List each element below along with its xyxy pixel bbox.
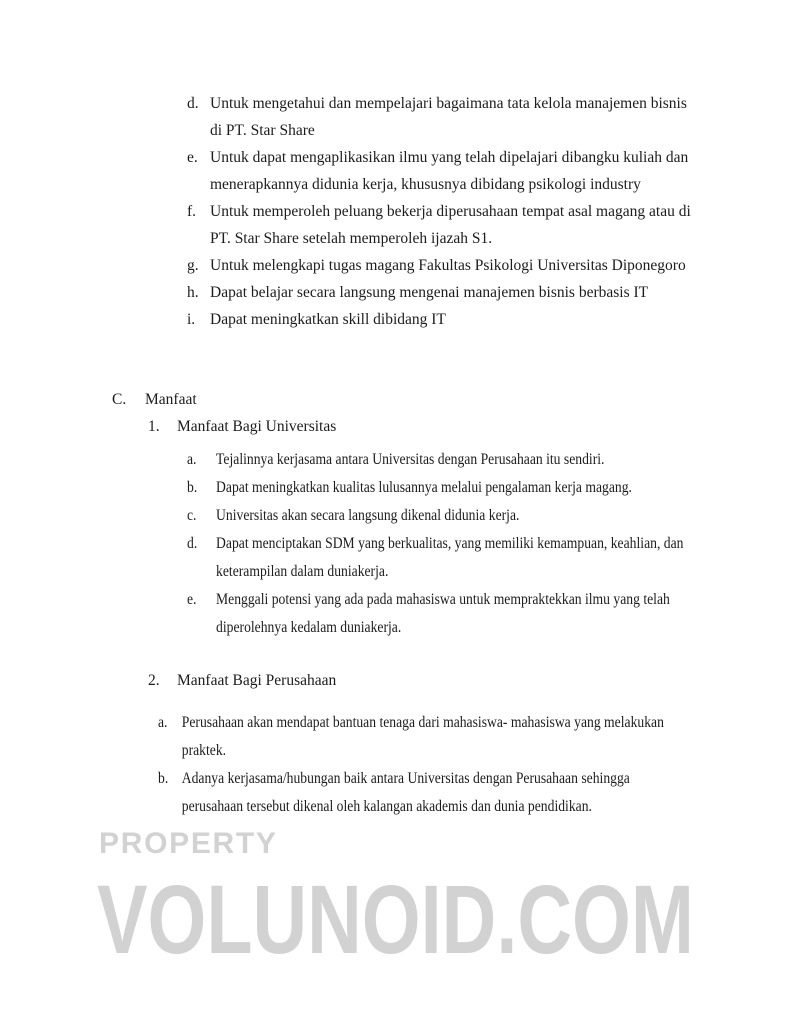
list-marker: h. bbox=[187, 284, 199, 301]
list-item bbox=[187, 252, 792, 279]
list-item-text: Adanya kerjasama/hubungan baik antara Universitas dengan Perusahaan sehingga perusahaan tersebut dikenal oleh kalangan akademis dan dunia pendidikan. bbox=[181, 770, 630, 815]
list-item-text: Perusahaan akan mendapat bantuan tenaga dari mahasiswa- mahasiswa yang melakukan praktek. bbox=[181, 714, 664, 759]
list-item bbox=[158, 709, 675, 765]
list-marker: e. bbox=[187, 149, 198, 166]
list-marker: b. bbox=[187, 479, 198, 496]
list-marker: a. bbox=[187, 451, 197, 468]
condensed-text-block bbox=[158, 709, 675, 821]
list-item bbox=[187, 198, 792, 252]
list-item-text: Untuk memperoleh peluang bekerja diperusahaan tempat asal magang atau di PT. Star Share setelah memperoleh ijazah S1. bbox=[210, 203, 691, 247]
list-item-text: Menggali potensi yang ada pada mahasiswa untuk mempraktekkan ilmu yang telah diperolehnya kedalam duniakerja. bbox=[216, 591, 670, 636]
list-item bbox=[187, 446, 709, 474]
list-item bbox=[187, 306, 792, 333]
objectives-list bbox=[0, 90, 792, 333]
list-marker: f. bbox=[187, 203, 197, 220]
list-item bbox=[187, 279, 792, 306]
watermark-property: PROPERTY bbox=[99, 827, 278, 860]
perusahaan-benefits-list bbox=[0, 709, 792, 821]
subsection-marker: 1. bbox=[148, 418, 160, 435]
list-item bbox=[187, 530, 709, 586]
list-item-text: Universitas akan secara langsung dikenal didunia kerja. bbox=[216, 507, 520, 524]
list-marker: d. bbox=[187, 535, 198, 552]
subsection-heading-universitas bbox=[0, 413, 792, 440]
list-item-text: Dapat belajar secara langsung mengenai manajemen bisnis berbasis IT bbox=[210, 284, 649, 301]
list-marker: b. bbox=[158, 770, 169, 787]
subsection-title: Manfaat Bagi Perusahaan bbox=[177, 672, 337, 689]
list-item-text: Dapat meningkatkan skill dibidang IT bbox=[210, 311, 446, 328]
list-marker: d. bbox=[187, 95, 199, 112]
list-item bbox=[187, 144, 792, 198]
list-item bbox=[158, 765, 675, 821]
universitas-benefits-list bbox=[0, 446, 792, 642]
list-item-text: Untuk melengkapi tugas magang Fakultas Psikologi Universitas Diponegoro bbox=[210, 257, 686, 274]
list-item bbox=[187, 90, 792, 144]
list-marker: i. bbox=[187, 311, 196, 328]
list-marker: e. bbox=[187, 591, 197, 608]
list-item-text: Tejalinnya kerjasama antara Universitas dengan Perusahaan itu sendiri. bbox=[216, 451, 605, 468]
section-title: Manfaat bbox=[145, 391, 197, 408]
list-marker: g. bbox=[187, 257, 199, 274]
list-marker: c. bbox=[187, 507, 197, 524]
subsection-heading-perusahaan bbox=[0, 667, 792, 694]
list-item-text: Dapat menciptakan SDM yang berkualitas, yang memiliki kemampuan, keahlian, dan keterampilan dalam duniakerja. bbox=[216, 535, 684, 580]
list-item-text: Untuk dapat mengaplikasikan ilmu yang telah dipelajari dibangku kuliah dan menerapkannya didunia kerja, khususnya dibidang psikologi industry bbox=[210, 149, 689, 193]
watermark-volunoid: VOLUNOID.COM bbox=[97, 865, 694, 974]
list-item bbox=[187, 502, 709, 530]
list-item-text: Dapat meningkatkan kualitas lulusannya melalui pengalaman kerja magang. bbox=[216, 479, 632, 496]
section-heading-manfaat bbox=[0, 386, 792, 413]
subsection-title: Manfaat Bagi Universitas bbox=[177, 418, 337, 435]
list-item-text: Untuk mengetahui dan mempelajari bagaimana tata kelola manajemen bisnis di PT. Star Share bbox=[210, 95, 687, 139]
condensed-text-block bbox=[187, 446, 709, 642]
list-item bbox=[187, 586, 709, 642]
subsection-marker: 2. bbox=[148, 672, 160, 689]
section-marker: C. bbox=[112, 391, 127, 408]
list-marker: a. bbox=[158, 714, 168, 731]
list-item bbox=[187, 474, 709, 502]
